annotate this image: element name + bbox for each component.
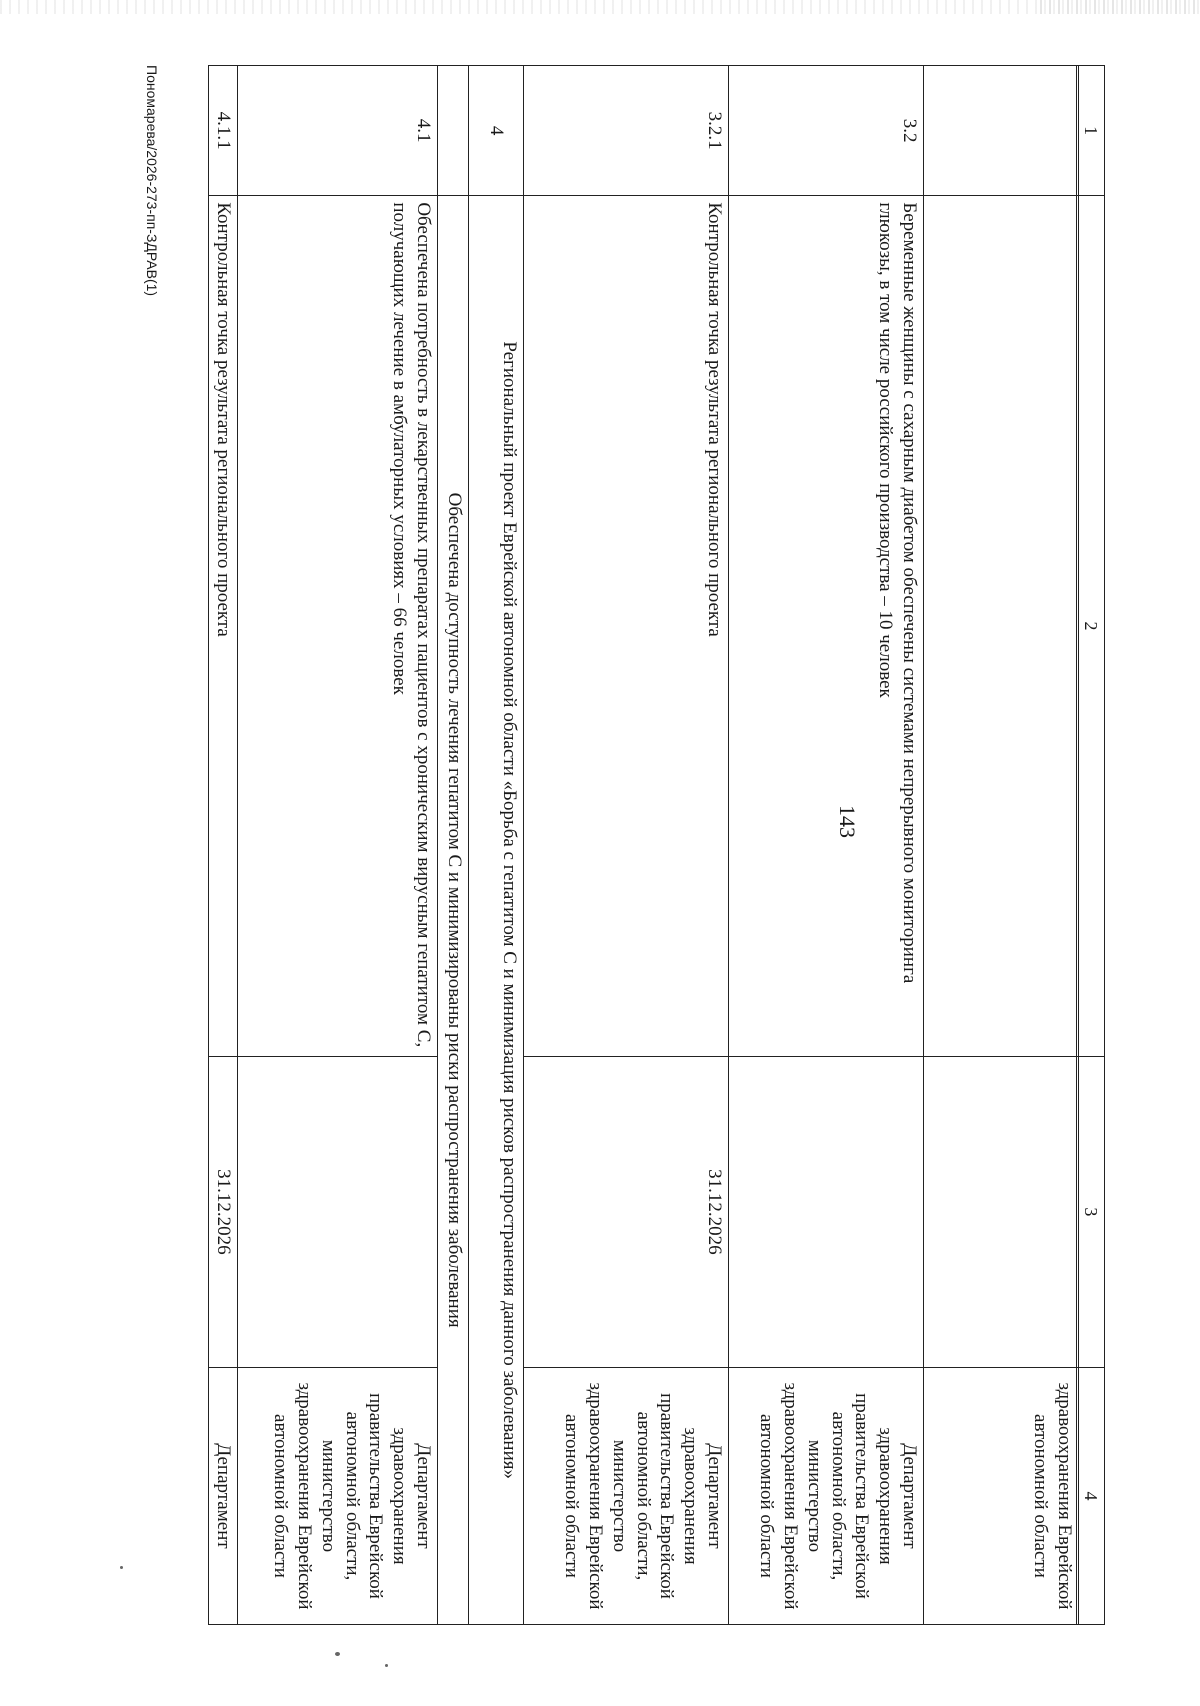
project-goal: Обеспечена доступность лечения гепатитом С и минимизированы риски распространения заболевания: [438, 196, 469, 1625]
table-row: [524, 66, 729, 1625]
document-code: Пономарева/2026-273-пп-ЗДРАВ(1): [144, 65, 160, 297]
header-col-3: 3: [1077, 1056, 1105, 1367]
scan-edge-noise: [0, 0, 1200, 14]
header-col-4: 4: [1077, 1367, 1105, 1624]
page-number: 143: [835, 805, 860, 838]
table-header-row: [1077, 66, 1105, 1625]
row-date: [924, 1056, 1079, 1367]
row-text: Обеспечена потребность в лекарственных препаратах пациентов с хроническим вирусным гепатитом С, получающих лечение в амбулаторных условиях – 66 человек: [238, 196, 438, 1056]
row-date: 31.12.2026: [209, 1056, 238, 1367]
project-table-body: [208, 65, 1079, 1625]
table-row: [924, 66, 1079, 1625]
row-num: 4.1.1: [209, 66, 238, 196]
header-col-1: 1: [1077, 66, 1105, 196]
row-responsible: Департамент здравоохранения правительства Еврейской автономной области, министерство здравоохранения Еврейской автономной области: [729, 1367, 924, 1624]
project-title: Региональный проект Еврейской автономной области «Борьба с гепатитом С и минимизация рисков распространения данного заболевания»: [469, 196, 524, 1625]
table-row-project-title: [469, 66, 524, 1625]
row-responsible: Департамент здравоохранения правительства Еврейской автономной области, министерство здравоохранения Еврейской автономной области: [238, 1367, 438, 1624]
row-num: 3.2.1: [524, 66, 729, 196]
header-col-2: 2: [1077, 196, 1105, 1056]
table-row: [729, 66, 924, 1625]
row-num: 4: [469, 66, 524, 196]
row-num: 3.2: [729, 66, 924, 196]
table-row: [238, 66, 438, 1625]
row-date: 31.12.2026: [524, 1056, 729, 1367]
rotated-document-page: [144, 65, 1105, 1625]
table-row-goal: [438, 66, 469, 1625]
scan-speck: [120, 1566, 123, 1569]
row-responsible: Департамент: [209, 1367, 238, 1624]
row-responsible: Департамент здравоохранения правительства Еврейской автономной области, министерство здравоохранения Еврейской автономной области: [524, 1367, 729, 1624]
project-table: [1077, 65, 1106, 1625]
scan-edge-noise-right: [1040, 0, 1200, 14]
row-date: [238, 1056, 438, 1367]
row-num: [438, 66, 469, 196]
row-text: Беременные женщины с сахарным диабетом обеспечены системами непрерывного мониторинга глюкозы, в том числе российского производства – 10 человек: [729, 196, 924, 1056]
row-date: [729, 1056, 924, 1367]
row-num: 4.1: [238, 66, 438, 196]
row-responsible: здравоохранения Еврейской автономной области: [924, 1367, 1079, 1624]
row-text: [924, 196, 1079, 1056]
row-text: Контрольная точка результата регионального проекта: [524, 196, 729, 1056]
scan-speck: [335, 1652, 340, 1656]
row-text: Контрольная точка результата регионального проекта: [209, 196, 238, 1056]
table-row: [209, 66, 238, 1625]
row-num: [924, 66, 1079, 196]
scan-speck: [385, 1664, 388, 1667]
